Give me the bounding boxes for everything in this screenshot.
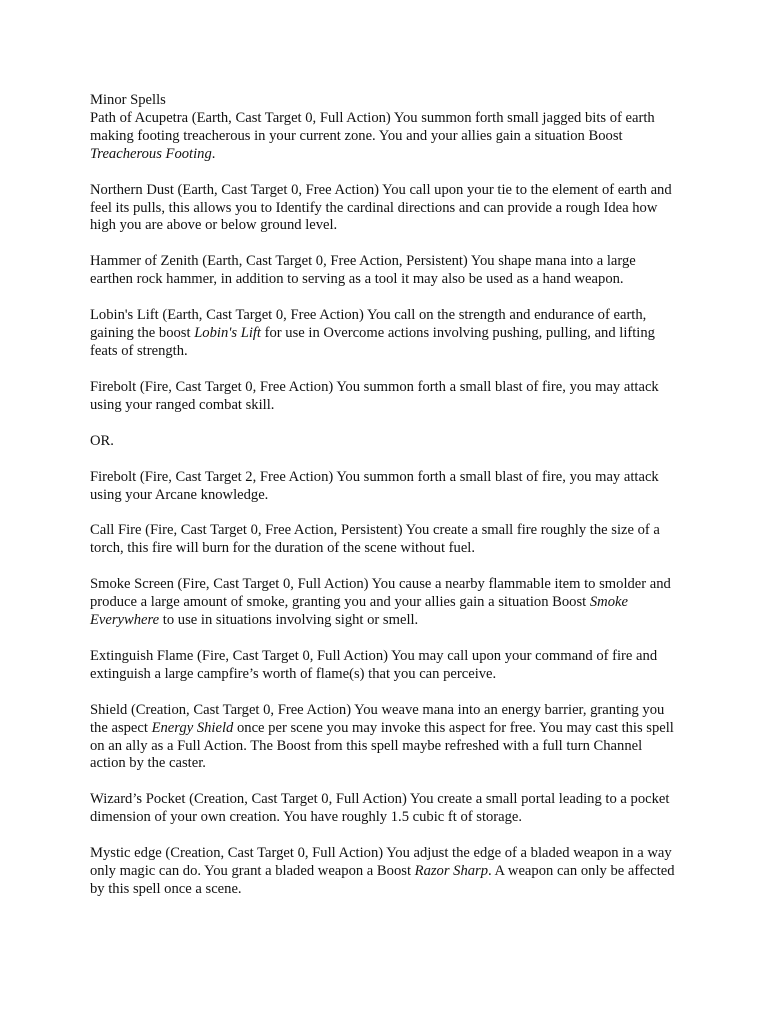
spell-text: Lobin's Lift (Earth, Cast Target 0, Free Action) You call on the strength and endurance of earth, gaining the boost <box>90 307 647 342</box>
spell-paragraph-hammer-of-zenith <box>90 253 680 289</box>
spell-list <box>90 110 680 899</box>
spell-paragraph-wizards-pocket <box>90 791 680 827</box>
spell-text: Path of Acupetra (Earth, Cast Target 0, Full Action) You summon forth small jagged bits of earth making footing treacherous in your current zone. You and your allies gain a situation Boost <box>90 109 655 144</box>
spell-text: Firebolt (Fire, Cast Target 2, Free Action) You summon forth a small blast of fire, you may attack using your Arcane knowledge. <box>90 468 659 503</box>
spell-text: Hammer of Zenith (Earth, Cast Target 0, Free Action, Persistent) You shape mana into a large earthen rock hammer, in addition to serving as a tool it may also be used as a hand weapon. <box>90 253 636 288</box>
spell-text: Smoke Screen (Fire, Cast Target 0, Full Action) You cause a nearby flammable item to smolder and produce a large amount of smoke, granting you and your allies gain a situation Boost <box>90 576 671 611</box>
spell-text: Mystic edge (Creation, Cast Target 0, Full Action) You adjust the edge of a bladed weapon in a way only magic can do. You grant a bladed weapon a Boost <box>90 845 672 880</box>
spell-paragraph-firebolt-1 <box>90 379 680 415</box>
spell-boost-name: Energy Shield <box>151 719 234 736</box>
spell-paragraph-extinguish-flame <box>90 648 680 684</box>
spell-paragraph-northern-dust <box>90 182 680 236</box>
document-body <box>90 92 680 917</box>
spell-text: once per scene you may invoke this aspect for free. You may cast this spell on an ally as a Full Action. The Boost from this spell maybe refreshed with a full turn Channel action by the caster. <box>90 719 674 772</box>
spell-boost-name: Treacherous Footing <box>90 145 212 162</box>
spell-paragraph-or <box>90 433 680 451</box>
spell-boost-name: Lobin's Lift <box>194 325 261 342</box>
spell-text: Firebolt (Fire, Cast Target 0, Free Action) You summon forth a small blast of fire, you may attack using your ranged combat skill. <box>90 378 659 413</box>
spell-text: Call Fire (Fire, Cast Target 0, Free Action, Persistent) You create a small fire roughly the size of a torch, this fire will burn for the duration of the scene without fuel. <box>90 522 660 557</box>
spell-paragraph-path-of-acupetra <box>90 110 680 164</box>
spell-paragraph-call-fire <box>90 522 680 558</box>
spell-text: Shield (Creation, Cast Target 0, Free Action) You weave mana into an energy barrier, granting you the aspect <box>90 701 665 736</box>
spell-text: . A weapon can only be affected by this spell once a scene. <box>90 863 675 897</box>
spell-text: OR. <box>90 432 114 449</box>
section-heading: Minor Spells <box>90 92 166 108</box>
spell-boost-name: Razor Sharp <box>414 863 489 880</box>
spell-paragraph-shield <box>90 702 680 774</box>
spell-text: to use in situations involving sight or smell. <box>159 612 419 629</box>
spell-paragraph-smoke-screen <box>90 576 680 630</box>
spell-text: Wizard’s Pocket (Creation, Cast Target 0, Full Action) You create a small portal leading to a pocket dimension of your own creation. You have roughly 1.5 cubic ft of storage. <box>90 791 670 826</box>
spell-text: Extinguish Flame (Fire, Cast Target 0, Full Action) You may call upon your command of fire and extinguish a large campfire’s worth of flame(s) that you can perceive. <box>90 647 658 682</box>
spell-text: Northern Dust (Earth, Cast Target 0, Free Action) You call upon your tie to the element of earth and feel its pulls, this allows you to Identify the cardinal directions and can provide a rough Idea how high you are above or below ground level. <box>90 181 672 234</box>
spell-paragraph-mystic-edge <box>90 845 680 899</box>
spell-text: for use in Overcome actions involving pushing, pulling, and lifting feats of strength. <box>90 325 655 359</box>
spell-paragraph-firebolt-2 <box>90 469 680 505</box>
spell-paragraph-lobins-lift <box>90 307 680 361</box>
spell-text: . <box>211 145 216 162</box>
spell-boost-name: Smoke Everywhere <box>90 594 628 629</box>
